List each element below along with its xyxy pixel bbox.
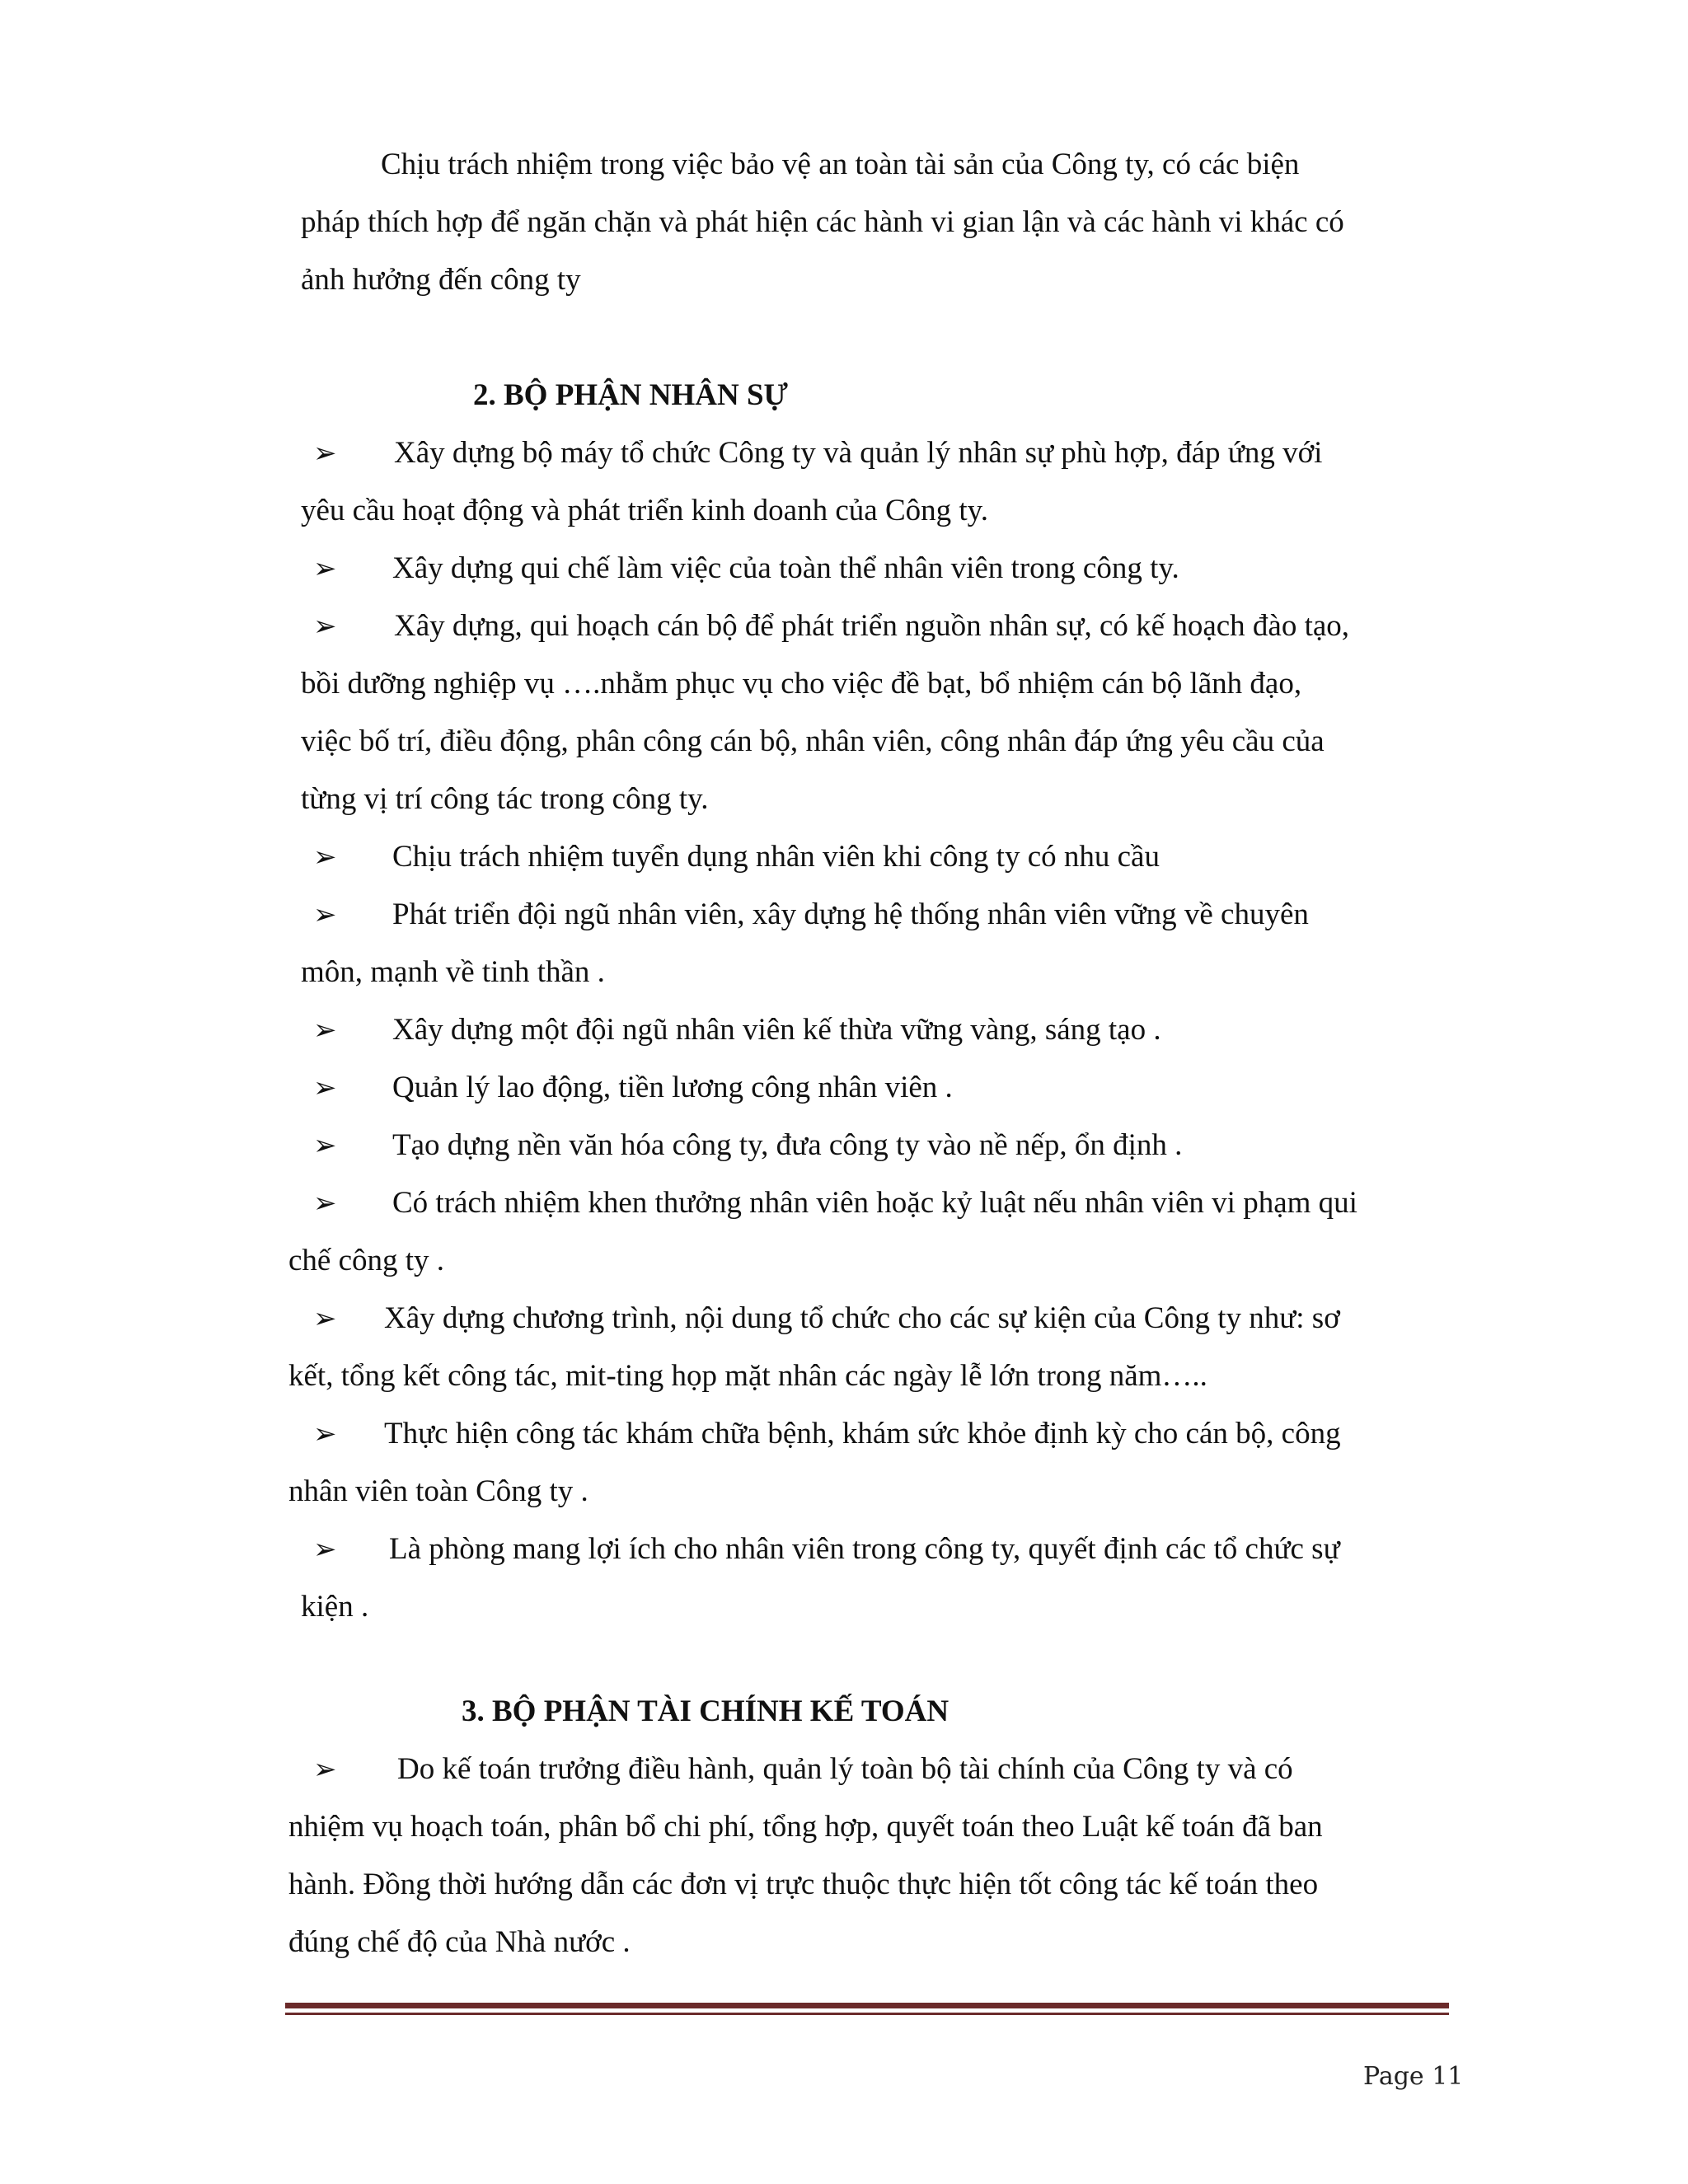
s3-line-1: Do kế toán trưởng điều hành, quản lý toàn bộ tài chính của Công ty và có [397, 1752, 1293, 1786]
bullet-icon: ➢ [313, 1187, 337, 1220]
s2-line-19: nhân viên toàn Công ty . [288, 1474, 588, 1508]
s2-line-17: kết, tổng kết công tác, mit-ting họp mặt nhân các ngày lễ lớn trong năm….. [288, 1359, 1207, 1393]
s3-line-3: hành. Đồng thời hướng dẫn các đơn vị trực thuộc thực hiện tốt công tác kế toán theo [288, 1868, 1319, 1901]
s2-line-21: kiện . [301, 1590, 369, 1624]
bullet-icon: ➢ [313, 1071, 337, 1104]
intro-line-1: Chịu trách nhiệm trong việc bảo vệ an toàn tài sản của Công ty, có các biện [381, 148, 1300, 181]
bullet-icon: ➢ [313, 1302, 337, 1335]
s2-line-8: Chịu trách nhiệm tuyển dụng nhân viên khi công ty có nhu cầu [392, 840, 1160, 874]
s2-line-14: Có trách nhiệm khen thưởng nhân viên hoặc kỷ luật nếu nhân viên vi phạm qui [392, 1186, 1357, 1220]
bullet-icon: ➢ [313, 552, 337, 585]
bullet-icon: ➢ [313, 1418, 337, 1451]
bullet-icon: ➢ [313, 1533, 337, 1566]
section-2-heading: 2. BỘ PHẬN NHÂN SỰ [473, 378, 788, 412]
s2-line-16: Xây dựng chương trình, nội dung tổ chức cho các sự kiện của Công ty như: sơ [384, 1301, 1340, 1335]
s2-line-3: Xây dựng qui chế làm việc của toàn thể nhân viên trong công ty. [392, 551, 1179, 585]
intro-line-3: ảnh hưởng đến công ty [301, 263, 581, 297]
bullet-icon: ➢ [313, 1753, 337, 1786]
s2-line-4: Xây dựng, qui hoạch cán bộ để phát triển nguồn nhân sự, có kế hoạch đào tạo, [394, 609, 1350, 643]
s2-line-1: Xây dựng bộ máy tổ chức Công ty và quản lý nhân sự phù hợp, đáp ứng với [394, 436, 1323, 470]
s2-line-5: bồi dưỡng nghiệp vụ ….nhằm phục vụ cho việc đề bạt, bổ nhiệm cán bộ lãnh đạo, [301, 667, 1302, 701]
s2-line-2: yêu cầu hoạt động và phát triển kinh doanh của Công ty. [301, 494, 988, 527]
s2-line-18: Thực hiện công tác khám chữa bệnh, khám sức khỏe định kỳ cho cán bộ, công [384, 1417, 1341, 1451]
s2-line-11: Xây dựng một đội ngũ nhân viên kế thừa vững vàng, sáng tạo . [392, 1013, 1161, 1047]
s2-line-10: môn, mạnh về tinh thần . [301, 955, 605, 989]
bullet-icon: ➢ [313, 841, 337, 874]
bullet-icon: ➢ [313, 610, 337, 643]
s2-line-6: việc bố trí, điều động, phân công cán bộ, nhân viên, công nhân đáp ứng yêu cầu của [301, 724, 1325, 758]
section-3-heading: 3. BỘ PHẬN TÀI CHÍNH KẾ TOÁN [462, 1694, 950, 1728]
s2-line-12: Quản lý lao động, tiền lương công nhân viên . [392, 1071, 953, 1104]
page-number: Page 11 [1363, 2062, 1464, 2091]
footer-divider [285, 2003, 1449, 2008]
s3-line-2: nhiệm vụ hoạch toán, phân bổ chi phí, tổng hợp, quyết toán theo Luật kế toán đã ban [288, 1810, 1323, 1844]
s2-line-13: Tạo dựng nền văn hóa công ty, đưa công ty vào nề nếp, ổn định . [392, 1128, 1183, 1162]
s2-line-20: Là phòng mang lợi ích cho nhân viên trong công ty, quyết định các tổ chức sự [389, 1532, 1340, 1566]
s3-line-4: đúng chế độ của Nhà nước . [288, 1925, 631, 1959]
bullet-icon: ➢ [313, 898, 337, 931]
s2-line-15: chế công ty . [288, 1244, 445, 1277]
s2-line-9: Phát triển đội ngũ nhân viên, xây dựng hệ thống nhân viên vững về chuyên [392, 898, 1309, 931]
s2-line-7: từng vị trí công tác trong công ty. [301, 782, 709, 816]
footer-divider-thin [285, 2013, 1449, 2015]
intro-line-2: pháp thích hợp để ngăn chặn và phát hiện các hành vi gian lận và các hành vi khác có [301, 205, 1344, 239]
bullet-icon: ➢ [313, 437, 337, 470]
bullet-icon: ➢ [313, 1129, 337, 1162]
bullet-icon: ➢ [313, 1014, 337, 1047]
